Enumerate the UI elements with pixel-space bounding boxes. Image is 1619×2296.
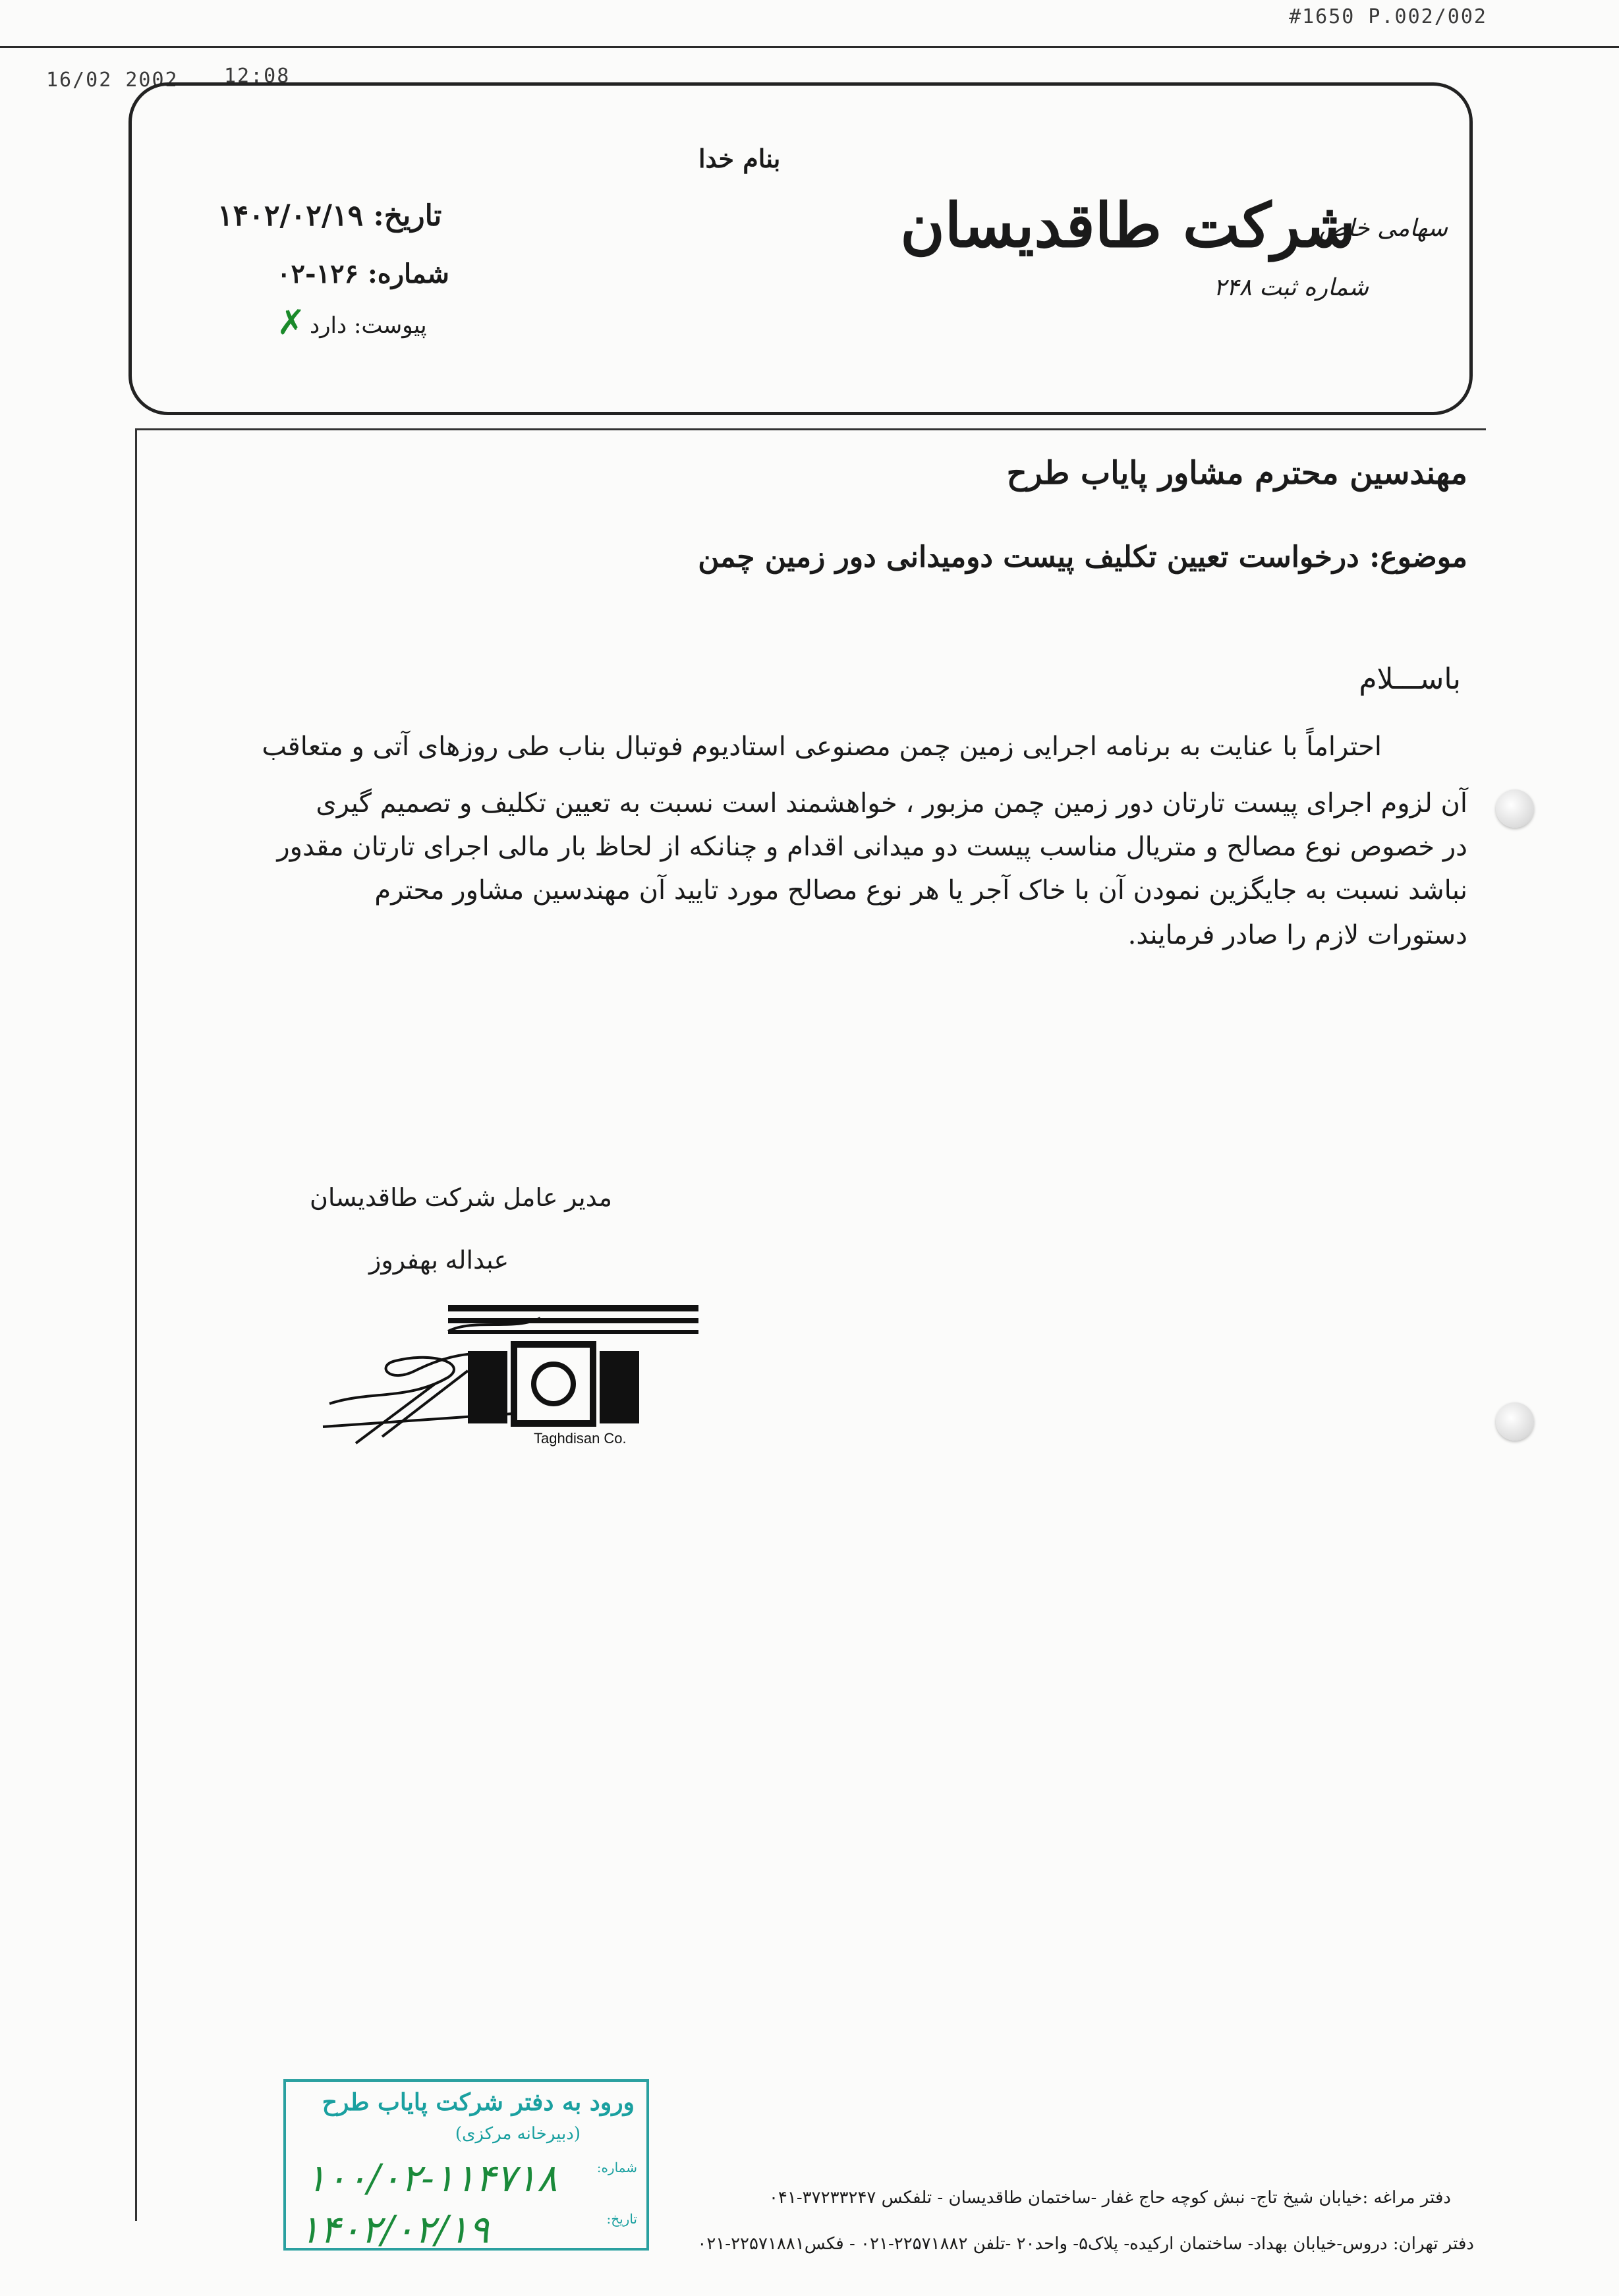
stamp-caption: Taghdisan Co.	[534, 1430, 627, 1447]
fax-page-indicator: #1650 P.002/002	[1289, 5, 1487, 28]
punch-hole	[1496, 1402, 1534, 1441]
signer-title: مدیر عامل شرکت طاقدیسان	[310, 1184, 613, 1212]
signer-name: عبداله بهفروز	[369, 1247, 509, 1275]
signature-and-stamp-graphic	[316, 1292, 725, 1450]
paragraph-line: دستورات لازم را صادر فرمایند.	[1127, 920, 1467, 950]
fax-time: 12:08	[224, 65, 291, 88]
receipt-date-label: تاریخ:	[606, 2211, 637, 2227]
letter-date-row	[217, 199, 441, 233]
paragraph-line: آن لزوم اجرای پیست تارتان دور زمین چمن مزبور ، خواهشمند است نسبت به تعیین تکلیف و تصمیم گیری	[316, 788, 1467, 818]
letter-number-row	[277, 258, 449, 289]
footer-tehran-office: دفتر تهران: دروس-خیابان بهداد- ساختمان ارکیده- پلاک۵- واحد۲۰ -تلفن ۲۲۵۷۱۸۸۲-۰۲۱ - فکس۲۲۵۷۱۸۸۱-۰۲۱	[697, 2234, 1474, 2254]
receipt-number-label: شماره:	[596, 2160, 637, 2175]
attachment-row	[310, 312, 427, 339]
receipt-stamp-title: ورود به دفتر شرکت پایاب طرح	[322, 2088, 635, 2116]
registration-number: شماره ثبت ۲۴۸	[1213, 274, 1369, 301]
company-type: سهامی خاص	[1319, 215, 1448, 242]
receipt-stamp	[283, 2079, 649, 2251]
receipt-stamp-subtitle: (دبیرخانه مرکزی)	[455, 2124, 581, 2144]
fax-date: 16/02 2002	[46, 69, 179, 92]
paragraph-line: نباشد نسبت به جایگزین نمودن آن با خاک آجر یا هر نوع مصالح مورد تایید آن مهندسین مشاور محترم	[374, 875, 1467, 905]
receipt-number-value: ۱۰۰/۰۲-۱۱۴۷۱۸	[306, 2156, 557, 2200]
subject-line	[698, 540, 1467, 574]
paragraph-line: در خصوص نوع مصالح و متریال مناسب پیست دو میدانی اقدام و چنانکه از لحاظ بار مالی اجرای تارتان مقدور	[277, 832, 1467, 862]
bismillah-heading: بنام خدا	[698, 144, 781, 173]
company-name: شرکت طاقدیسان	[900, 190, 1355, 261]
paragraph-line: احتراماً با عنایت به برنامه اجرایی زمین چمن مصنوعی استادیوم فوتبال بناب طی روزهای آتی و متعاقب	[262, 732, 1382, 762]
subject-text: درخواست تعیین تکلیف پیست دومیدانی دور زمین چمن	[698, 540, 1359, 574]
company-stamp	[316, 1292, 725, 1452]
footer-maragheh-office: دفتر مراغه :خیابان شیخ تاج- نبش کوچه حاج غفار -ساختمان طاقدیسان - تلفکس ۳۷۲۳۳۲۴۷-۰۴۱	[768, 2188, 1451, 2208]
body-frame-top	[135, 428, 1486, 430]
punch-hole	[1496, 789, 1534, 828]
check-mark-icon: ✗	[277, 303, 306, 343]
body-frame-left	[135, 428, 137, 2221]
stamp-graphic	[448, 1305, 698, 1423]
number-value: ۱۲۶-۰۲	[277, 258, 359, 289]
salutation: باســـلام	[1359, 662, 1461, 696]
attachment-label: پیوست:	[353, 312, 427, 339]
number-label: شماره:	[367, 258, 449, 289]
attachment-value: دارد	[310, 312, 347, 339]
receipt-date-value: ۱۴۰۲/۰۲/۱۹	[299, 2207, 490, 2252]
subject-label: موضوع:	[1369, 540, 1467, 574]
date-label: تاریخ:	[373, 199, 442, 233]
signature-scribble	[323, 1318, 540, 1443]
date-value: ۱۴۰۲/۰۲/۱۹	[217, 199, 364, 233]
fax-top-rule	[0, 46, 1619, 48]
recipient-heading: مهندسین محترم مشاور پایاب طرح	[1006, 455, 1467, 492]
